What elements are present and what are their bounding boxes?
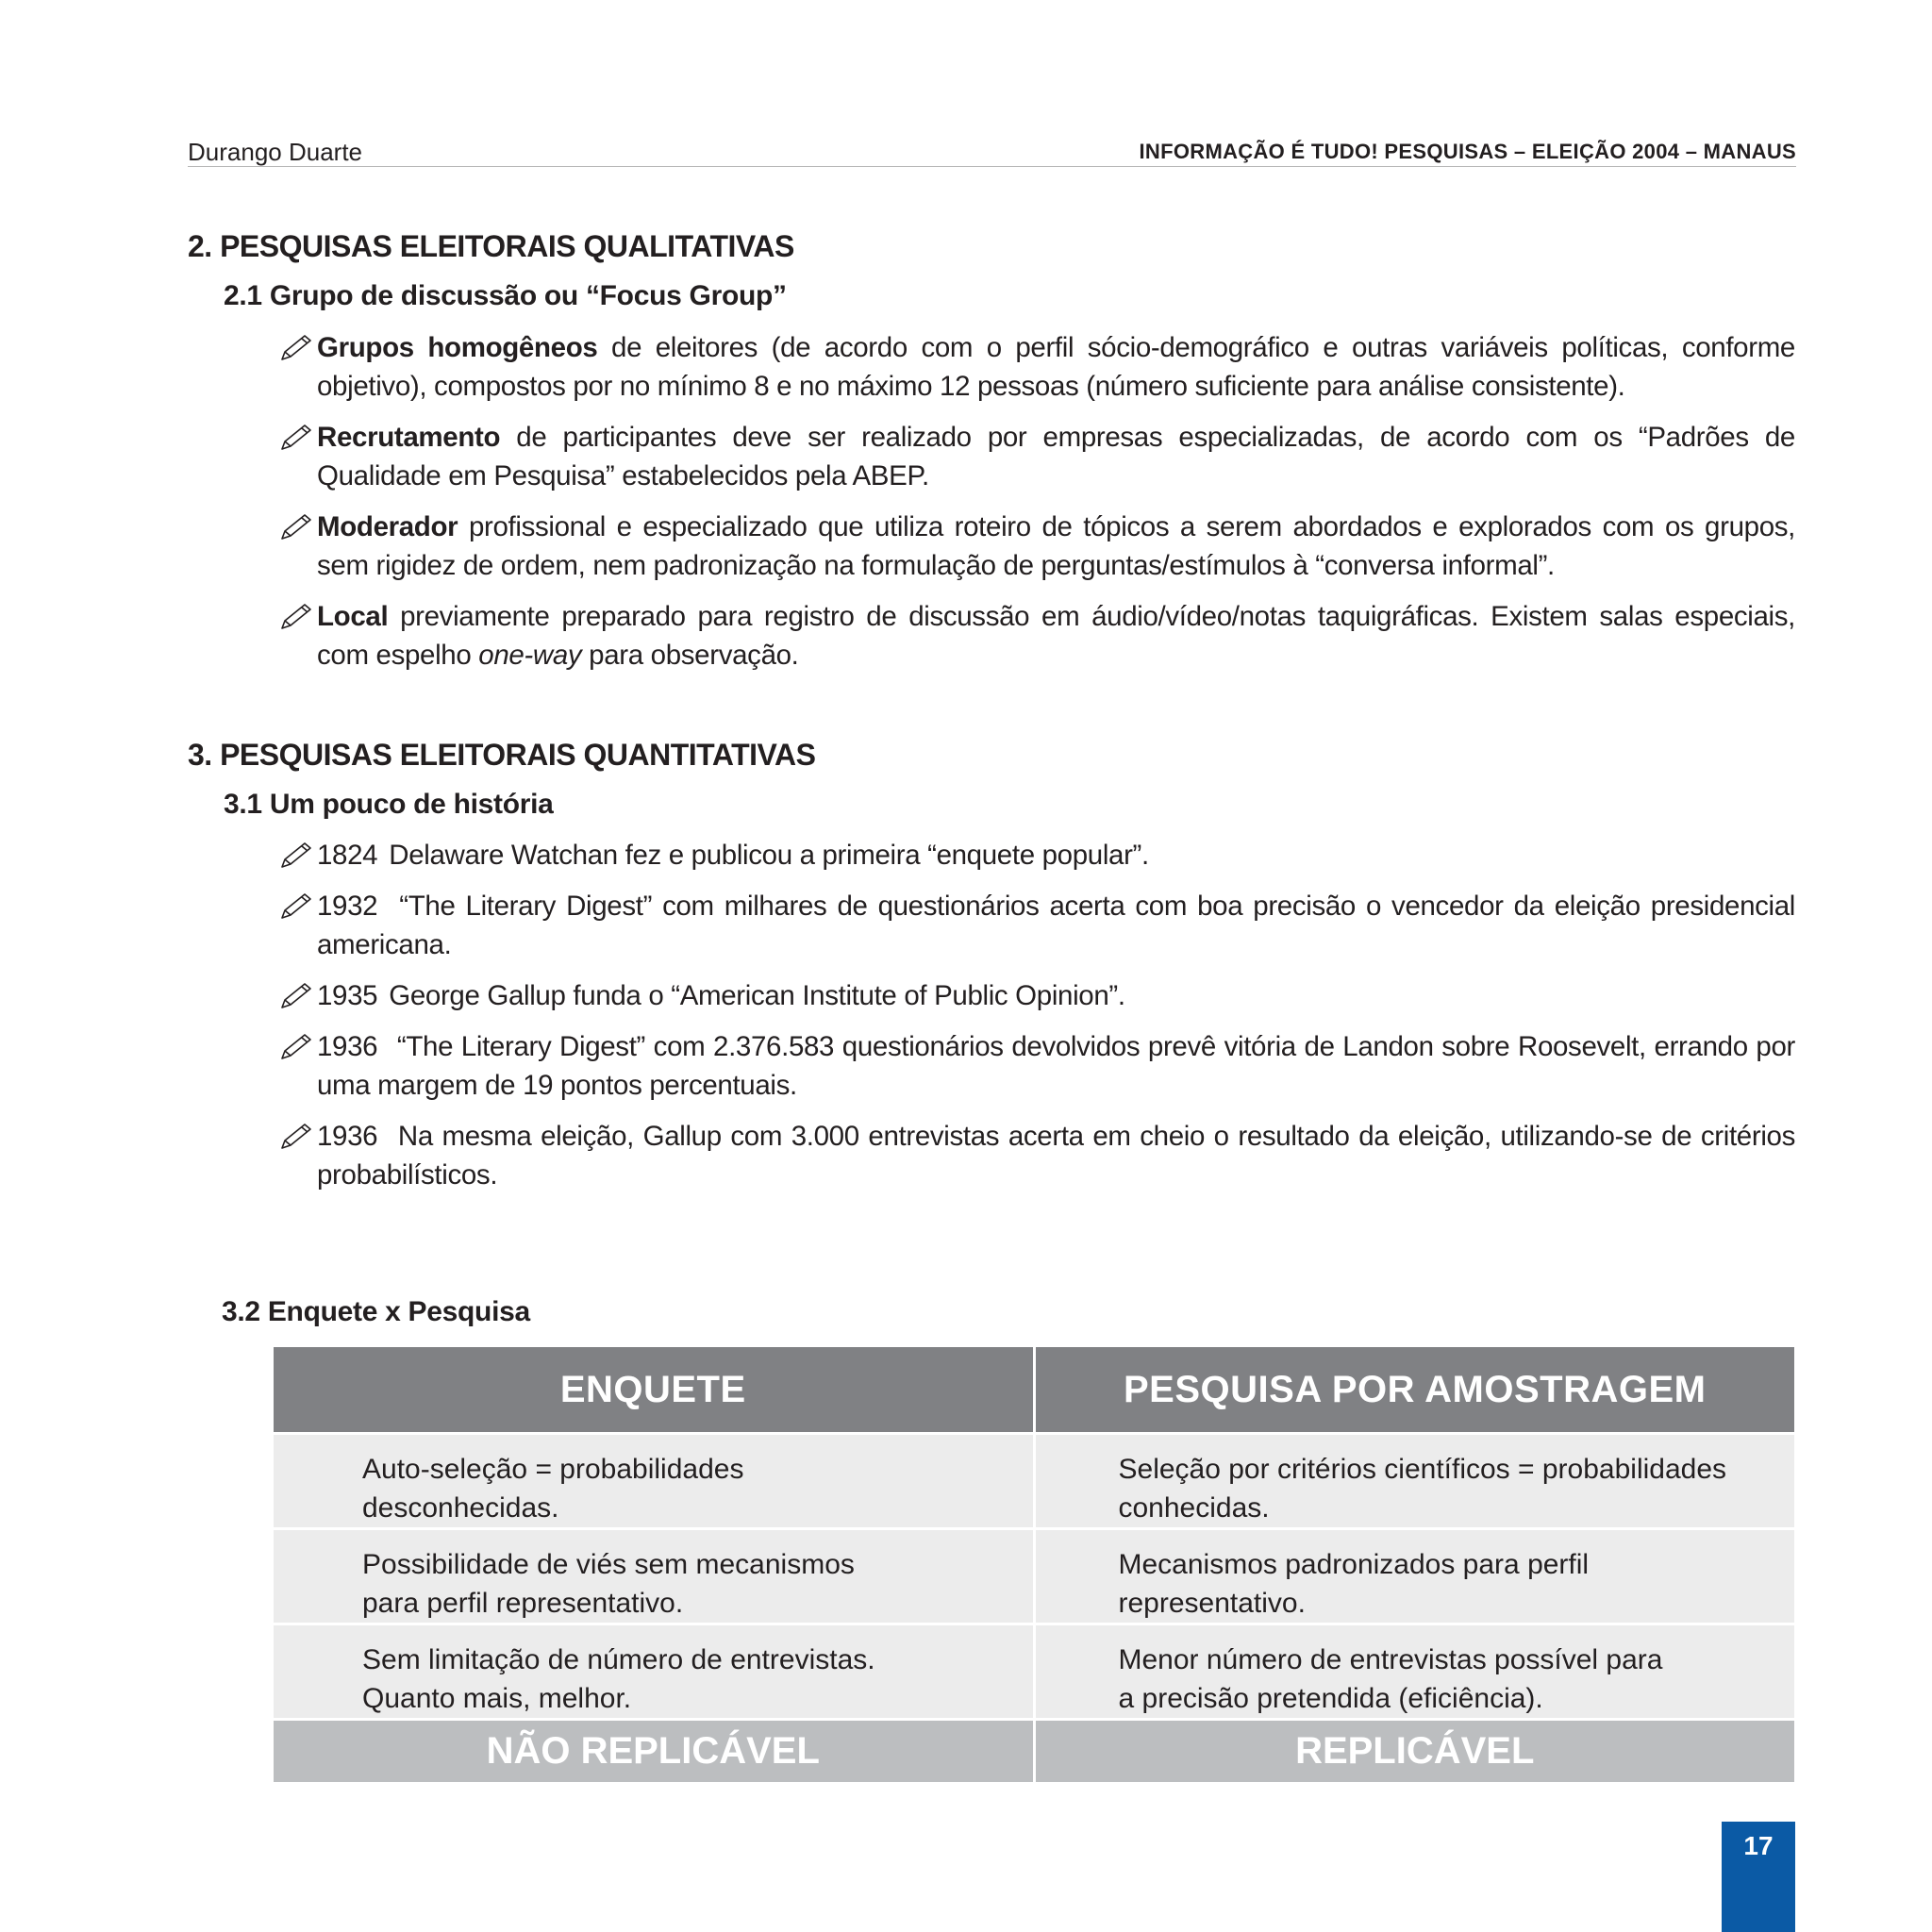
item-text: profissional e especializado que utiliza roteiro de tópicos a serem abordados e explorados com os grupos, sem rigidez de ordem, nem padronização na formulação de perguntas/estímulos à “conversa informal”. [317, 511, 1795, 581]
item-year: 1935 [317, 980, 378, 1011]
footer-nao-replicavel: NÃO REPLICÁVEL [274, 1720, 1034, 1784]
table-cell [1034, 1529, 1794, 1624]
pencil-icon [279, 424, 313, 452]
table-row [274, 1624, 1794, 1720]
running-header [188, 134, 1796, 167]
list-item [279, 328, 1795, 406]
cell-line: Sem limitação de número de entrevistas. [362, 1644, 875, 1675]
footer-replicavel: REPLICÁVEL [1034, 1720, 1794, 1784]
item-keyword: Local [317, 601, 389, 632]
cell-line: Mecanismos padronizados para perfil [1118, 1549, 1590, 1580]
comparison-table [274, 1347, 1794, 1785]
column-header-pesquisa: PESQUISA POR AMOSTRAGEM [1034, 1347, 1794, 1434]
item-year: 1936 [317, 1031, 378, 1062]
header-title: INFORMAÇÃO É TUDO! PESQUISAS – ELEIÇÃO 2004 – MANAUS [1139, 140, 1796, 163]
table-cell [274, 1434, 1034, 1529]
item-text: de participantes deve ser realizado por empresas especializadas, de acordo com os “Padrões de Qualidade em Pesquisa” estabelecidos pela ABEP. [317, 422, 1795, 491]
item-text: “The Literary Digest” com milhares de questionários acerta com boa precisão o vencedor da eleição presidencial americana. [317, 891, 1795, 960]
history-list [279, 836, 1795, 1207]
cell-line: Auto-seleção = probabilidades [362, 1454, 744, 1485]
item-text: para observação. [581, 640, 799, 671]
section-3-2-heading: 3.2 Enquete x Pesquisa [222, 1296, 530, 1327]
item-text: de eleitores (de acordo com o perfil sócio-demográfico e outras variáveis políticas, conforme objetivo), compostos por no mínimo 8 e no máximo 12 pessoas (número suficiente para análise consistente). [317, 332, 1795, 402]
cell-line: a precisão pretendida (eficiência). [1118, 1683, 1543, 1714]
section-2-heading: 2. PESQUISAS ELEITORAIS QUALITATIVAS [188, 229, 794, 263]
cell-line: Quanto mais, melhor. [362, 1683, 632, 1714]
list-item [279, 1117, 1795, 1194]
section-3-heading: 3. PESQUISAS ELEITORAIS QUANTITATIVAS [188, 738, 816, 772]
cell-line: desconhecidas. [362, 1492, 559, 1524]
pencil-icon [279, 513, 313, 541]
item-keyword: Grupos homogêneos [317, 332, 598, 363]
cell-line: conhecidas. [1118, 1492, 1270, 1524]
table-footer-row [274, 1720, 1794, 1784]
table-cell [1034, 1434, 1794, 1529]
table-row [274, 1434, 1794, 1529]
column-header-enquete: ENQUETE [274, 1347, 1034, 1434]
list-item [279, 508, 1795, 585]
cell-line: para perfil representativo. [362, 1588, 684, 1619]
item-text: George Gallup funda o “American Institute of Public Opinion”. [389, 980, 1125, 1011]
item-text: Delaware Watchan fez e publicou a primeira “enquete popular”. [389, 840, 1149, 871]
cell-line: Seleção por critérios científicos = probabilidades [1118, 1454, 1727, 1485]
item-year: 1824 [317, 840, 378, 871]
item-text: previamente preparado para registro de discussão em áudio/vídeo/notas taquigráficas. Existem salas especiais, com espelho [317, 601, 1795, 671]
pencil-icon [279, 892, 313, 921]
table-cell [1034, 1624, 1794, 1720]
list-item [279, 836, 1795, 874]
cell-line: Menor número de entrevistas possível para [1118, 1644, 1663, 1675]
cell-line: Possibilidade de viés sem mecanismos [362, 1549, 855, 1580]
item-year: 1936 [317, 1121, 378, 1152]
pencil-icon [279, 841, 313, 870]
cell-line: representativo. [1118, 1588, 1306, 1619]
pencil-icon [279, 1123, 313, 1151]
item-text: Na mesma eleição, Gallup com 3.000 entrevistas acerta em cheio o resultado da eleição, utilizando-se de critérios probabilísticos. [317, 1121, 1795, 1191]
pencil-icon [279, 603, 313, 631]
list-item [279, 1027, 1795, 1105]
page-number: 17 [1722, 1822, 1795, 1932]
item-keyword: Recrutamento [317, 422, 501, 453]
table-header-row [274, 1347, 1794, 1434]
item-italic: one-way [478, 640, 582, 671]
focus-group-list [279, 328, 1795, 687]
section-3-1-heading: 3.1 Um pouco de história [224, 789, 554, 820]
item-keyword: Moderador [317, 511, 458, 542]
pencil-icon [279, 334, 313, 362]
list-item [279, 597, 1795, 675]
table-cell [274, 1529, 1034, 1624]
list-item [279, 418, 1795, 495]
table-row [274, 1529, 1794, 1624]
item-year: 1932 [317, 891, 378, 922]
header-author: Durango Duarte [188, 138, 362, 166]
table-cell [274, 1624, 1034, 1720]
section-2-1-heading: 2.1 Grupo de discussão ou “Focus Group” [224, 280, 787, 311]
pencil-icon [279, 982, 313, 1010]
list-item [279, 976, 1795, 1015]
item-text: “The Literary Digest” com 2.376.583 questionários devolvidos prevê vitória de Landon sobre Roosevelt, errando por uma margem de 19 pontos percentuais. [317, 1031, 1795, 1101]
list-item [279, 887, 1795, 964]
pencil-icon [279, 1033, 313, 1061]
